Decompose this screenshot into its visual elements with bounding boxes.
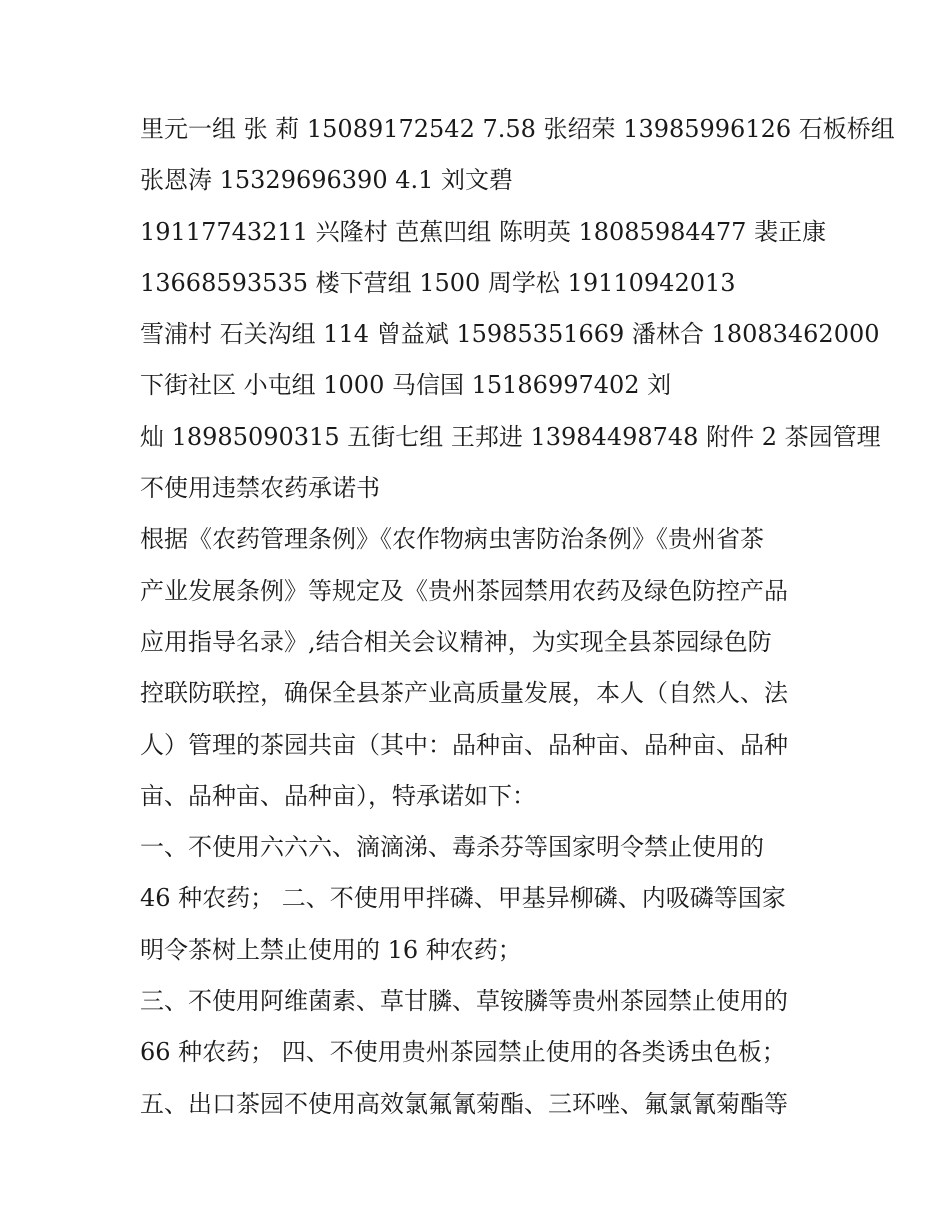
text-line-6: 下街社区 小屯组 1000 马信国 15186997402 刘 xyxy=(140,371,672,400)
text-line-17: 明令茶树上禁止使用的 16 种农药； xyxy=(140,935,522,964)
text-line-1: 里元一组 张 莉 15089172542 7.58 张绍荣 13985996126 石板桥组 xyxy=(140,115,895,143)
text-line-19: 66 种农药； 四、不使用贵州茶园禁止使用的各类诱虫色板； xyxy=(140,1038,786,1067)
text-line-20: 五、出口茶园不使用高效氯氟氰菊酯、三环唑、氟氯氰菊酯等 xyxy=(140,1089,788,1118)
text-line-15: 一、不使用六六六、滴滴涕、毒杀芬等国家明令禁止使用的 xyxy=(140,833,764,862)
document-title-line: 不使用违禁农药承诺书 xyxy=(140,474,380,503)
text-line-13: 人）管理的茶园共亩（其中：品种亩、品种亩、品种亩、品种 xyxy=(140,730,788,759)
text-line-9: 根据《农药管理条例》《农作物病虫害防治条例》《贵州省茶 xyxy=(140,525,764,554)
text-line-4: 13668593535 楼下营组 1500 周学松 19110942013 xyxy=(140,268,736,297)
document-body xyxy=(140,104,895,1130)
text-line-3: 19117743211 兴隆村 芭蕉凹组 陈明英 18085984477 裴正康 xyxy=(140,217,827,246)
text-line-14: 亩、品种亩、品种亩），特承诺如下： xyxy=(140,781,536,810)
text-line-10: 产业发展条例》等规定及《贵州茶园禁用农药及绿色防控产品 xyxy=(140,576,788,605)
text-line-5: 雪浦村 石关沟组 114 曾益斌 15985351669 潘林合 18083462000 xyxy=(140,320,880,349)
text-line-7: 灿 18985090315 五街七组 王邦进 13984498748 附件 2 茶园管理 xyxy=(140,422,881,451)
text-line-16: 46 种农药； 二、不使用甲拌磷、甲基异柳磷、内吸磷等国家 xyxy=(140,884,786,913)
text-line-11: 应用指导名录》,结合相关会议精神，为实现全县茶园绿色防 xyxy=(140,627,772,656)
text-line-12: 控联防联控，确保全县茶产业高质量发展，本人（自然人、法 xyxy=(140,679,788,708)
text-line-18: 三、不使用阿维菌素、草甘膦、草铵膦等贵州茶园禁止使用的 xyxy=(140,987,788,1016)
text-line-2: 张恩涛 15329696390 4.1 刘文碧 xyxy=(140,166,514,195)
